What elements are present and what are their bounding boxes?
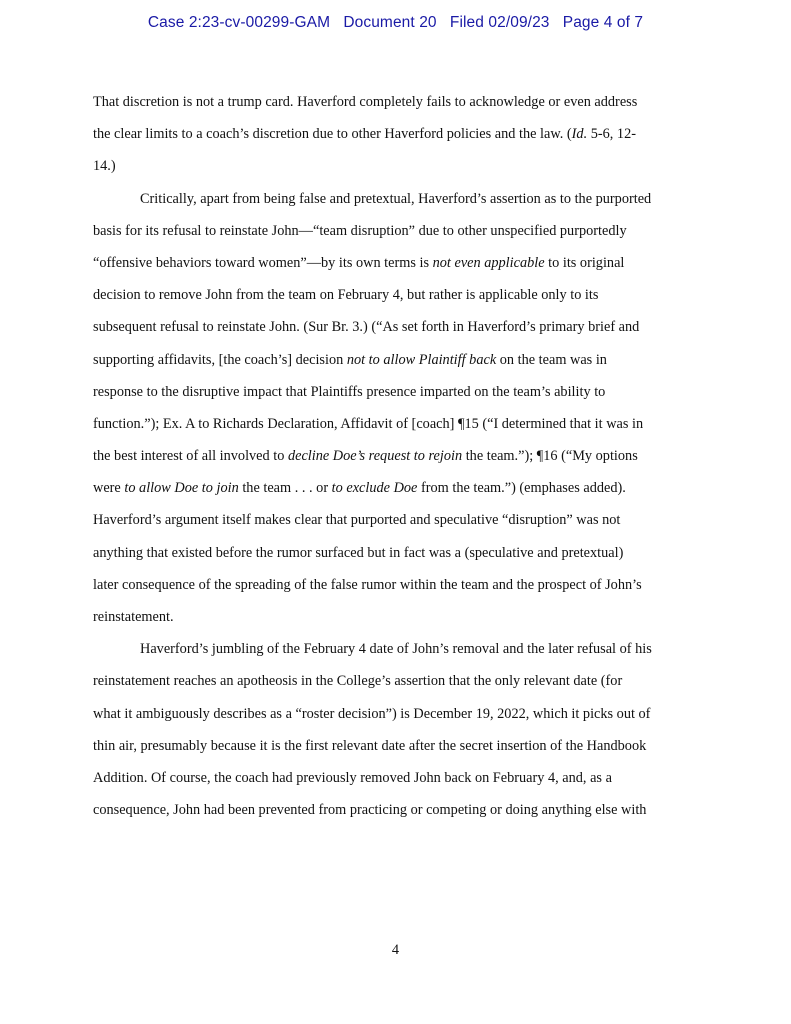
text-segment: subsequent refusal to reinstate John. (Sur Br. 3.) (“As set forth in Haverford’s primary brief and [93,319,640,336]
text-line [93,247,699,279]
text-segment: the best interest of all involved to [93,448,288,465]
text-segment: the team.”); ¶16 (“My options [462,448,638,465]
text-line [93,665,699,697]
page-number: 4 [391,942,400,958]
text-segment: Haverford’s jumbling of the February 4 date of John’s removal and the later refusal of his [140,641,652,658]
text-segment: response to the disruptive impact that Plaintiffs presence imparted on the team’s ability to [93,383,606,400]
text-line [93,633,699,665]
text-segment: 5-6, 12- [587,126,636,143]
text-line [93,504,699,536]
text-line [93,86,699,118]
emphasized-text: to exclude Doe [331,480,418,497]
text-line [93,794,699,826]
text-segment: supporting affidavits, [the coach’s] decision [93,351,347,368]
text-segment: from the team.”) (emphases added). [417,480,626,497]
text-segment: Addition. Of course, the coach had previously removed John back on February 4, and, as a [93,769,612,786]
emphasized-text: not to allow Plaintiff back [346,351,497,368]
text-line [93,408,699,440]
emphasized-text: not even applicable [432,254,545,271]
text-segment: 14.) [93,158,116,175]
text-line [93,698,699,730]
text-segment: the team . . . or [238,480,332,497]
text-segment: later consequence of the spreading of the false rumor within the team and the prospect of John’s [93,576,642,593]
text-segment: “offensive behaviors toward women”—by its own terms is [93,254,433,271]
text-segment: thin air, presumably because it is the first relevant date after the secret insertion of the Handbook [93,737,647,754]
page-indicator: Page 4 of 7 [562,14,644,31]
text-line [93,762,699,794]
body-text [93,86,699,826]
case-number: Case 2:23-cv-00299-GAM [147,14,331,31]
text-segment: consequence, John had been prevented from practicing or competing or doing anything else with [93,802,647,819]
text-line [93,118,699,150]
text-segment: Haverford’s argument itself makes clear that purported and speculative “disruption” was not [93,512,621,529]
text-segment: That discretion is not a trump card. Haverford completely fails to acknowledge or even address [93,94,638,110]
text-segment: reinstatement. [93,609,174,625]
text-line [93,376,699,408]
text-segment: Critically, apart from being false and pretextual, Haverford’s assertion as to the purported [140,190,652,207]
document-number: Document 20 [343,14,437,31]
emphasized-text: Id. [571,126,588,143]
text-line [93,730,699,762]
text-segment: to its original [544,254,625,271]
text-line [93,183,699,215]
text-line [93,537,699,569]
text-segment: on the team was in [496,351,607,368]
text-line [93,569,699,601]
emphasized-text: to allow Doe to join [124,480,239,497]
text-line [93,472,699,504]
text-line [93,279,699,311]
text-segment: basis for its refusal to reinstate John—“team disruption” due to other unspecified purportedly [93,222,627,239]
text-segment: anything that existed before the rumor surfaced but in fact was a (speculative and pretextual) [93,544,624,561]
emphasized-text: decline Doe’s request to rejoin [287,448,463,465]
text-segment: were [93,480,125,497]
filed-date: Filed 02/09/23 [449,14,550,31]
text-line [93,311,699,343]
text-line [93,344,699,376]
text-segment: the clear limits to a coach’s discretion due to other Haverford policies and the law. ( [93,126,572,143]
text-line [93,440,699,472]
text-segment: function.”); Ex. A to Richards Declaration, Affidavit of [coach] ¶15 (“I determined that it was in [93,415,644,432]
text-segment: decision to remove John from the team on February 4, but rather is applicable only to its [93,287,599,304]
text-segment: what it ambiguously describes as a “roster decision”) is December 19, 2022, which it picks out of [93,705,651,722]
text-line [93,215,699,247]
text-line [93,150,699,182]
court-filing-header [0,14,791,32]
text-line [93,601,699,633]
text-segment: reinstatement reaches an apotheosis in the College’s assertion that the only relevant date (for [93,673,623,690]
